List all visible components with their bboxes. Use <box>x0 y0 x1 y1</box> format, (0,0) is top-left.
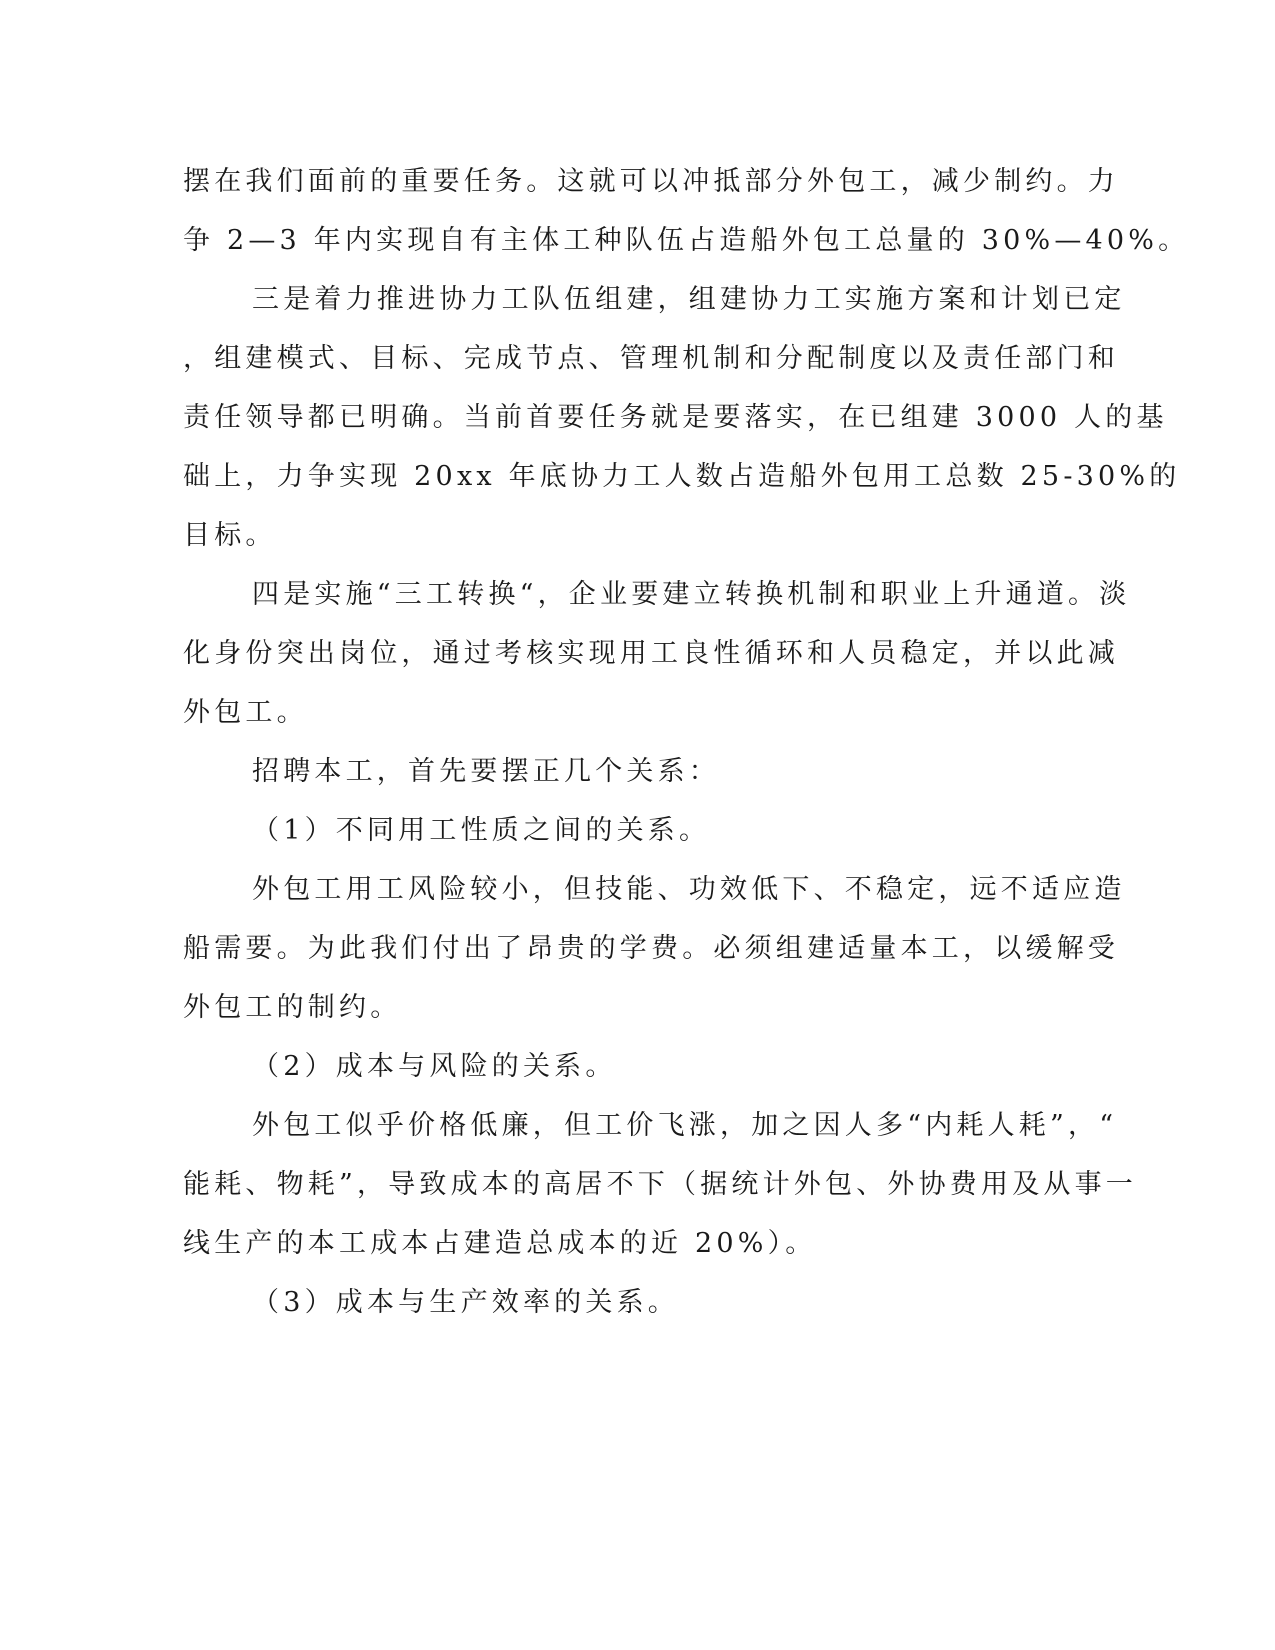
paragraph-start: 四是实施“三工转换“，企业要建立转换机制和职业上升通道。淡 <box>252 579 1131 610</box>
text-line: 争 2—3 年内实现自有主体工种队伍占造船外包工总量的 30%—40%。 <box>183 225 1190 256</box>
paragraph-start: 外包工用工风险较小，但技能、功效低下、不稳定，远不适应造 <box>252 874 1126 905</box>
paragraph-start: 招聘本工，首先要摆正几个关系： <box>252 756 720 787</box>
section-heading: （3）成本与生产效率的关系。 <box>252 1287 679 1318</box>
text-line: ，组建模式、目标、完成节点、管理机制和分配制度以及责任部门和 <box>183 343 1119 374</box>
paragraph-start: 外包工似乎价格低廉，但工价飞涨，加之因人多“内耗人耗”，“ <box>252 1110 1118 1141</box>
text-line: 船需要。为此我们付出了昂贵的学费。必须组建适量本工，以缓解受 <box>183 933 1119 964</box>
section-heading: （2）成本与风险的关系。 <box>252 1051 617 1082</box>
text-line: 化身份突出岗位，通过考核实现用工良性循环和人员稳定，并以此减 <box>183 638 1119 669</box>
text-line: 础上，力争实现 20xx 年底协力工人数占造船外包用工总数 25-30%的 <box>183 461 1181 492</box>
text-line: 责任领导都已明确。当前首要任务就是要落实，在已组建 3000 人的基 <box>183 402 1168 433</box>
text-line: 能耗、物耗”，导致成本的高居不下（据统计外包、外协费用及从事一 <box>183 1169 1138 1200</box>
text-line: 摆在我们面前的重要任务。这就可以冲抵部分外包工，减少制约。力 <box>183 166 1119 197</box>
text-line: 线生产的本工成本占建造总成本的近 20%）。 <box>183 1228 817 1259</box>
text-line: 目标。 <box>183 520 277 551</box>
paragraph-start: 三是着力推进协力工队伍组建，组建协力工实施方案和计划已定 <box>252 284 1126 315</box>
text-line: 外包工的制约。 <box>183 992 402 1023</box>
text-line: 外包工。 <box>183 697 308 728</box>
section-heading: （1）不同用工性质之间的关系。 <box>252 815 711 846</box>
